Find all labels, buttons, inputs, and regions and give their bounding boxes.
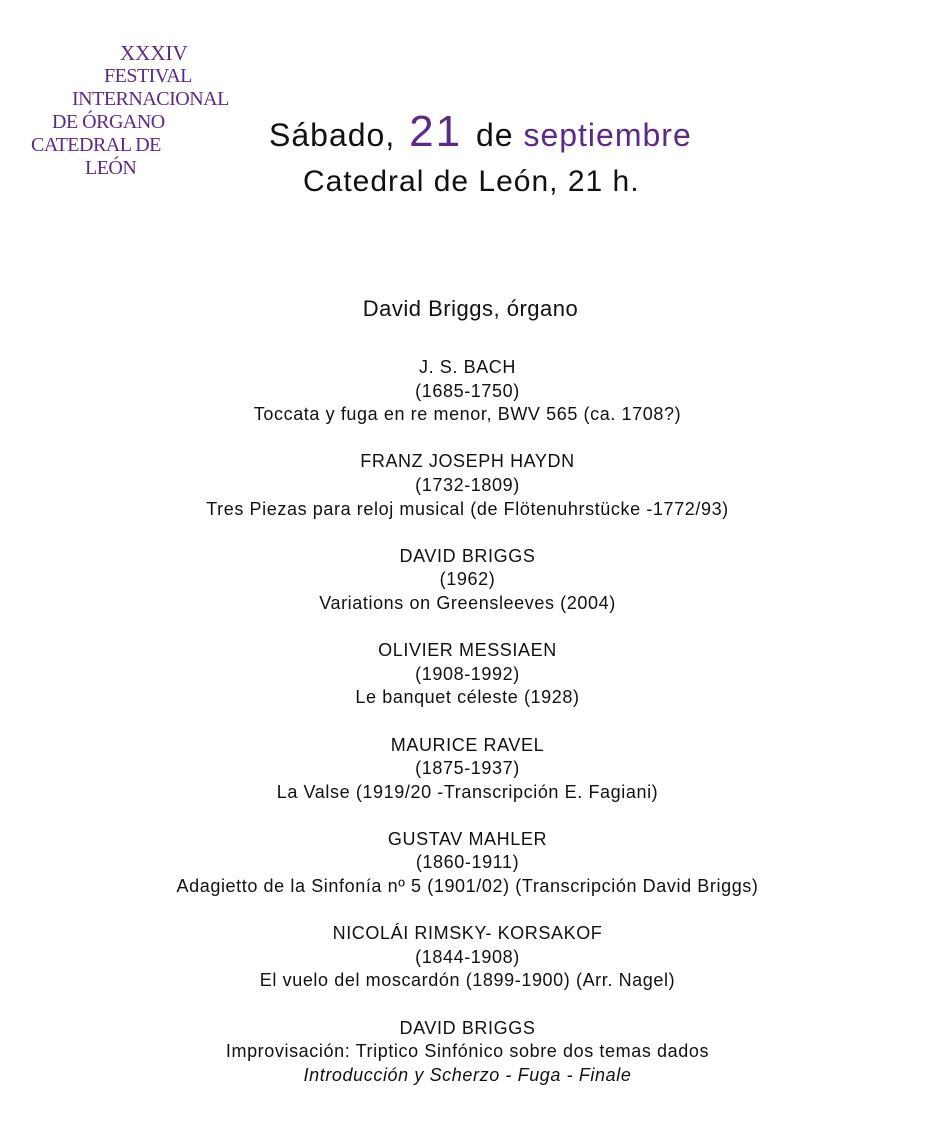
composer-dates: (1685-1750): [415, 380, 520, 401]
date-weekday: Sábado,: [269, 117, 396, 153]
composer-name: MAURICE RAVEL: [390, 734, 545, 755]
work-title: Le banquet céleste (1928): [355, 687, 580, 708]
program-item: [0, 734, 935, 805]
logo-line-leon: LEÓN: [85, 157, 137, 179]
composer-dates: (1860-1911): [415, 852, 520, 873]
program-item: [0, 922, 935, 993]
work-title: Improvisación: Triptico Sinfónico sobre dos temas dados: [225, 1041, 710, 1062]
work-movements: Introducción y Scherzo - Fuga - Finale: [303, 1064, 632, 1085]
work-title: Toccata y fuga en re menor, BWV 565 (ca. 1708?): [253, 404, 682, 425]
program-item: [0, 828, 935, 899]
program-item: [0, 450, 935, 521]
program-item: [0, 356, 935, 427]
logo-line-catedral-de: CATEDRAL DE: [31, 134, 161, 156]
logo-line-de-organo: DE ÓRGANO: [52, 111, 165, 133]
program-list: [0, 356, 935, 1111]
composer-dates: (1962): [439, 569, 496, 590]
composer-dates: (1844-1908): [415, 946, 520, 967]
festival-logo: [0, 0, 230, 200]
logo-line-festival: FESTIVAL: [104, 65, 192, 87]
composer-name: DAVID BRIGGS: [399, 545, 536, 566]
date-month: septiembre: [523, 117, 692, 153]
program-item: [0, 639, 935, 710]
composer-name: OLIVIER MESSIAEN: [378, 640, 557, 661]
work-title: Variations on Greensleeves (2004): [319, 592, 616, 613]
program-item: [0, 545, 935, 616]
date-preposition: de: [475, 117, 514, 153]
performer: David Briggs, órgano: [362, 296, 579, 321]
logo-line-edition: XXXIV: [120, 41, 188, 65]
work-title: El vuelo del moscardón (1899-1900) (Arr. Nagel): [259, 970, 676, 991]
concert-place: Catedral de León, 21 h.: [303, 165, 640, 198]
composer-name: FRANZ JOSEPH HAYDN: [360, 451, 575, 472]
date-day-number: 21: [409, 107, 463, 156]
composer-dates: (1875-1937): [415, 758, 520, 779]
composer-name: NICOLÁI RIMSKY- KORSAKOF: [332, 923, 603, 944]
composer-dates: (1732-1809): [415, 474, 520, 495]
work-title: La Valse (1919/20 -Transcripción E. Fagiani): [276, 781, 659, 802]
composer-name: GUSTAV MAHLER: [387, 828, 548, 849]
composer-name: J. S. BACH: [418, 357, 517, 377]
concert-date: [269, 107, 692, 156]
work-title: Tres Piezas para reloj musical (de Flötenuhrstücke -1772/93): [206, 498, 729, 519]
logo-line-internacional: INTERNACIONAL: [72, 88, 229, 110]
work-title: Adagietto de la Sinfonía nº 5 (1901/02) (Transcripción David Briggs): [176, 876, 759, 897]
program-item: [0, 1017, 935, 1088]
composer-name: DAVID BRIGGS: [399, 1017, 536, 1038]
composer-dates: (1908-1992): [415, 663, 520, 684]
